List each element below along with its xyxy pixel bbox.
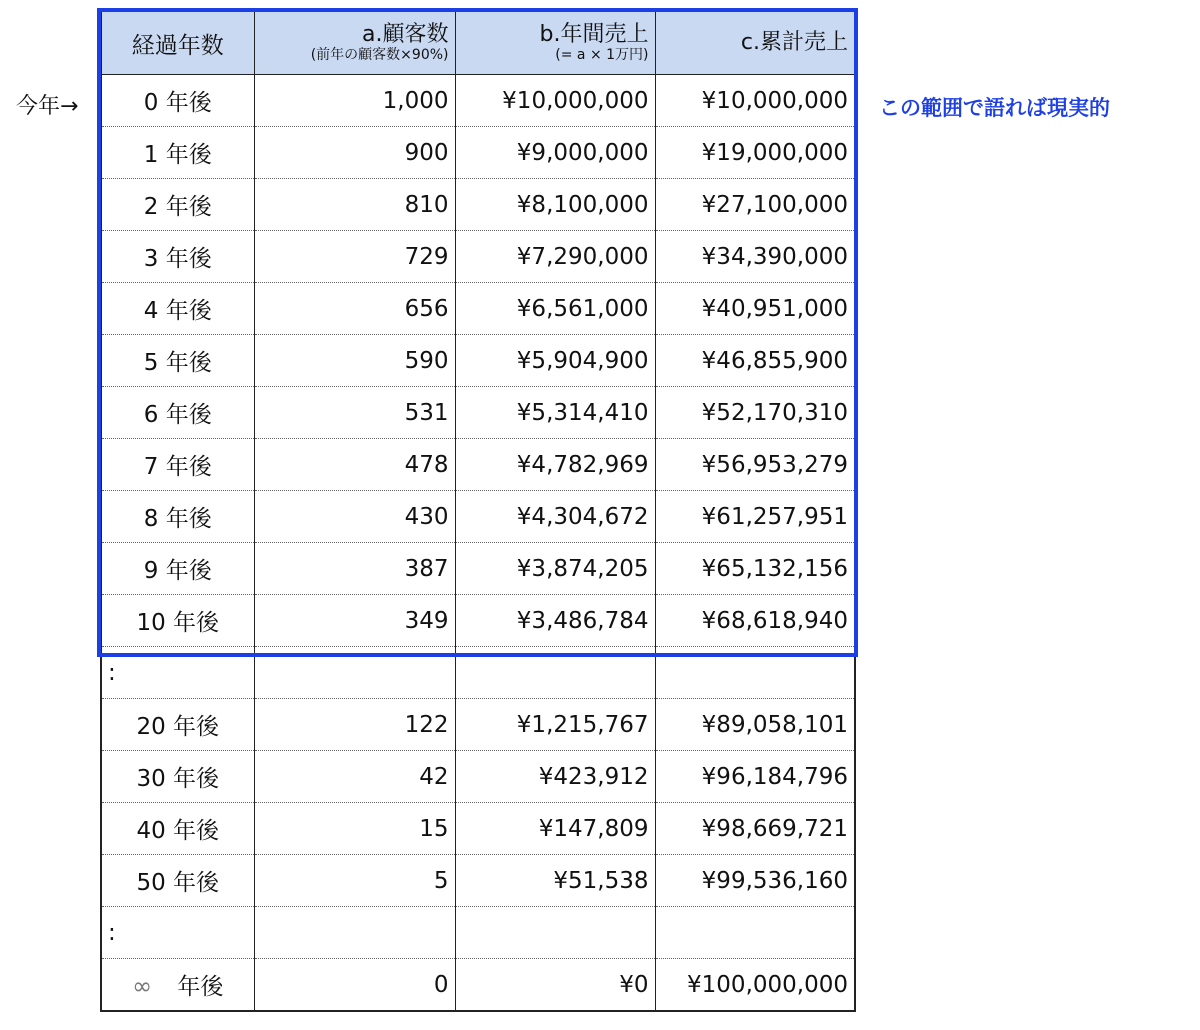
customers-cell: 900	[254, 127, 455, 179]
year-unit: 年後	[173, 766, 220, 792]
table-row	[101, 803, 855, 855]
years-elapsed-cell	[101, 335, 254, 387]
empty-cell	[455, 907, 655, 959]
empty-cell	[455, 647, 655, 699]
year-unit: 年後	[177, 974, 224, 1000]
years-elapsed-cell	[101, 231, 254, 283]
empty-cell	[254, 907, 455, 959]
customers-cell: 729	[254, 231, 455, 283]
table-row	[101, 543, 855, 595]
table-row	[101, 283, 855, 335]
header-annual-sales	[455, 11, 655, 75]
annual-sales-cell: ¥10,000,000	[455, 75, 655, 127]
years-elapsed-cell	[101, 387, 254, 439]
table-row	[101, 335, 855, 387]
annual-sales-cell: ¥3,874,205	[455, 543, 655, 595]
years-elapsed-cell	[101, 543, 254, 595]
cumulative-sales-cell: ¥40,951,000	[655, 283, 855, 335]
year-number: 20	[136, 714, 166, 740]
table-row	[101, 959, 855, 1012]
year-number: 9	[143, 558, 159, 584]
ellipsis-cell: :	[101, 647, 254, 699]
year-unit: 年後	[173, 714, 220, 740]
customers-cell: 590	[254, 335, 455, 387]
cumulative-sales-cell: ¥68,618,940	[655, 595, 855, 647]
year-unit: 年後	[165, 90, 212, 116]
year-number: 30	[136, 766, 166, 792]
customer-sales-table	[100, 10, 856, 1012]
annual-sales-cell: ¥5,314,410	[455, 387, 655, 439]
annual-sales-cell: ¥51,538	[455, 855, 655, 907]
empty-cell	[655, 907, 855, 959]
year-number: 2	[143, 194, 159, 220]
years-elapsed-cell	[101, 127, 254, 179]
years-elapsed-cell	[101, 439, 254, 491]
year-number: 1	[143, 142, 159, 168]
year-unit: 年後	[165, 454, 212, 480]
year-unit: 年後	[173, 610, 220, 636]
years-elapsed-cell	[101, 283, 254, 335]
years-elapsed-cell	[101, 803, 254, 855]
customers-cell: 349	[254, 595, 455, 647]
table-row	[101, 595, 855, 647]
ellipsis-cell: :	[101, 907, 254, 959]
cumulative-sales-cell: ¥27,100,000	[655, 179, 855, 231]
customers-cell: 5	[254, 855, 455, 907]
annual-sales-cell: ¥1,215,767	[455, 699, 655, 751]
years-elapsed-cell	[101, 491, 254, 543]
table-row	[101, 699, 855, 751]
table-row	[101, 387, 855, 439]
empty-cell	[655, 647, 855, 699]
year-number: 50	[136, 870, 166, 896]
cumulative-sales-cell: ¥61,257,951	[655, 491, 855, 543]
table-row	[101, 751, 855, 803]
year-unit: 年後	[165, 246, 212, 272]
cumulative-sales-cell: ¥10,000,000	[655, 75, 855, 127]
customers-cell: 122	[254, 699, 455, 751]
year-unit: 年後	[165, 350, 212, 376]
table-row	[101, 231, 855, 283]
customers-cell: 478	[254, 439, 455, 491]
empty-cell	[254, 647, 455, 699]
header-customers	[254, 11, 455, 75]
year-unit: 年後	[165, 142, 212, 168]
years-elapsed-cell	[101, 959, 254, 1012]
years-elapsed-cell	[101, 595, 254, 647]
year-number: 40	[136, 818, 166, 844]
cumulative-sales-cell: ¥52,170,310	[655, 387, 855, 439]
header-annual-main: b.年間売上	[539, 21, 649, 47]
customers-cell: 387	[254, 543, 455, 595]
year-number: 7	[143, 454, 159, 480]
annual-sales-cell: ¥147,809	[455, 803, 655, 855]
year-unit: 年後	[173, 870, 220, 896]
annual-sales-cell: ¥9,000,000	[455, 127, 655, 179]
customers-cell: 430	[254, 491, 455, 543]
table-row	[101, 491, 855, 543]
year-number: 10	[136, 610, 166, 636]
annual-sales-cell: ¥4,304,672	[455, 491, 655, 543]
header-cumulative-main: c.累計売上	[740, 30, 848, 55]
cumulative-sales-cell: ¥65,132,156	[655, 543, 855, 595]
year-number: 8	[143, 506, 159, 532]
header-years: 経過年数	[101, 11, 254, 75]
table-body	[101, 75, 855, 1012]
customers-cell: 656	[254, 283, 455, 335]
table-row	[101, 439, 855, 491]
table-row	[101, 179, 855, 231]
year-number: ∞	[132, 972, 153, 1000]
ellipsis-row	[101, 907, 855, 959]
cumulative-sales-cell: ¥46,855,900	[655, 335, 855, 387]
header-customers-sub: (前年の顧客数×90%)	[310, 46, 449, 63]
realistic-range-note: この範囲で語れば現実的	[879, 96, 1110, 120]
cumulative-sales-cell: ¥19,000,000	[655, 127, 855, 179]
annual-sales-cell: ¥0	[455, 959, 655, 1012]
years-elapsed-cell	[101, 75, 254, 127]
year-number: 6	[143, 402, 159, 428]
customers-cell: 0	[254, 959, 455, 1012]
customers-cell: 810	[254, 179, 455, 231]
customer-sales-table-wrap	[100, 10, 854, 1012]
year-unit: 年後	[165, 402, 212, 428]
header-annual-sub: (= a × 1万円)	[555, 46, 649, 63]
year-number: 4	[143, 298, 159, 324]
cumulative-sales-cell: ¥99,536,160	[655, 855, 855, 907]
year-unit: 年後	[165, 298, 212, 324]
customers-cell: 42	[254, 751, 455, 803]
cumulative-sales-cell: ¥96,184,796	[655, 751, 855, 803]
customers-cell: 531	[254, 387, 455, 439]
table-row	[101, 855, 855, 907]
year-number: 0	[143, 90, 159, 116]
annual-sales-cell: ¥8,100,000	[455, 179, 655, 231]
customers-cell: 15	[254, 803, 455, 855]
header-customers-main: a.顧客数	[362, 21, 449, 47]
annual-sales-cell: ¥423,912	[455, 751, 655, 803]
current-year-label: 今年→	[16, 94, 79, 119]
annual-sales-cell: ¥6,561,000	[455, 283, 655, 335]
ellipsis-row	[101, 647, 855, 699]
year-unit: 年後	[165, 506, 212, 532]
years-elapsed-cell	[101, 699, 254, 751]
table-row	[101, 75, 855, 127]
annual-sales-cell: ¥4,782,969	[455, 439, 655, 491]
cumulative-sales-cell: ¥98,669,721	[655, 803, 855, 855]
annual-sales-cell: ¥3,486,784	[455, 595, 655, 647]
year-unit: 年後	[173, 818, 220, 844]
cumulative-sales-cell: ¥56,953,279	[655, 439, 855, 491]
customers-cell: 1,000	[254, 75, 455, 127]
header-cumulative-sales	[655, 11, 855, 75]
year-number: 3	[143, 246, 159, 272]
annual-sales-cell: ¥7,290,000	[455, 231, 655, 283]
years-elapsed-cell	[101, 179, 254, 231]
annual-sales-cell: ¥5,904,900	[455, 335, 655, 387]
year-unit: 年後	[165, 558, 212, 584]
year-unit: 年後	[165, 194, 212, 220]
year-number: 5	[143, 350, 159, 376]
table-row	[101, 127, 855, 179]
cumulative-sales-cell: ¥100,000,000	[655, 959, 855, 1012]
header-row	[101, 11, 855, 75]
years-elapsed-cell	[101, 855, 254, 907]
years-elapsed-cell	[101, 751, 254, 803]
cumulative-sales-cell: ¥34,390,000	[655, 231, 855, 283]
cumulative-sales-cell: ¥89,058,101	[655, 699, 855, 751]
